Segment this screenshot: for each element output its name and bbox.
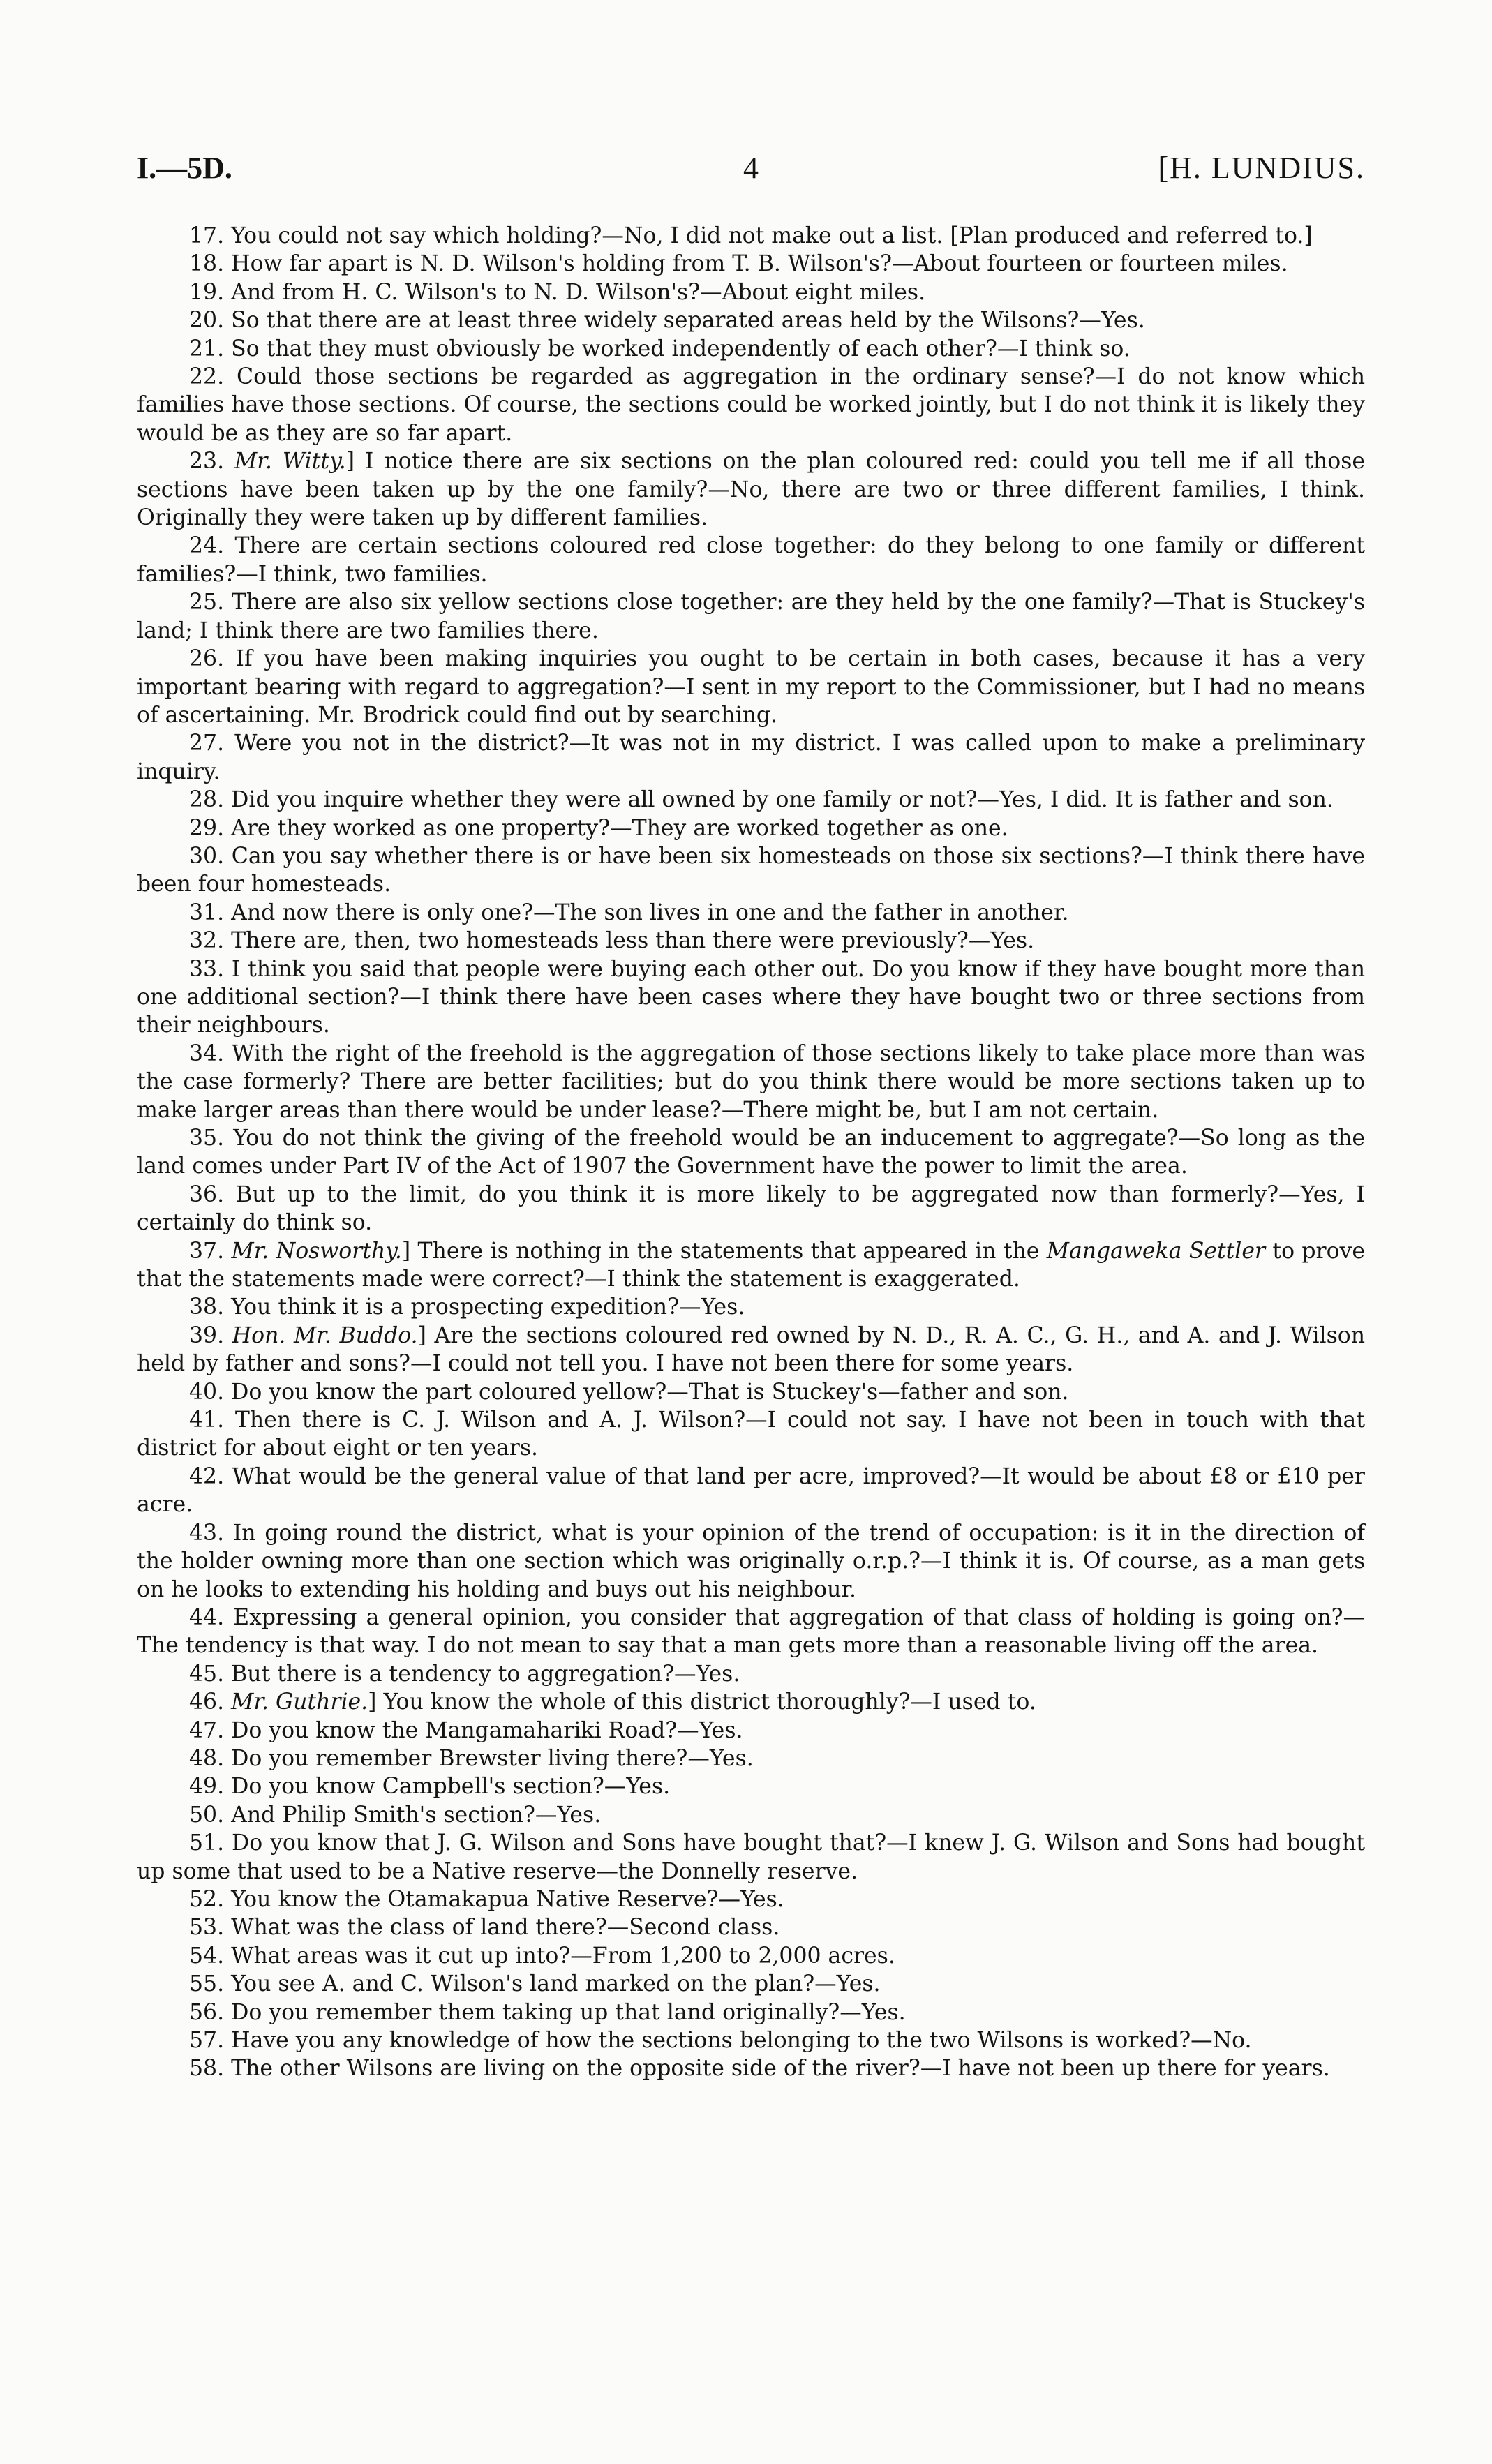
- paragraph-48: 48. Do you remember Brewster living there?—Yes.: [189, 1745, 754, 1771]
- paragraph-41: 41. Then there is C. J. Wilson and A. J. Wilson?—I could not say. I have not been in touch with that district for about eight or ten years.: [137, 1408, 1365, 1461]
- speaker-name: Mr. Nosworthy.: [231, 1238, 402, 1264]
- document-reference: I.—5D.: [137, 151, 232, 185]
- paragraph-text: ] There is nothing in the statements that appeared in the: [401, 1238, 1047, 1264]
- paragraph-38: 38. You think it is a prospecting expedition?—Yes.: [189, 1294, 745, 1320]
- publication-name: Mangaweka Settler: [1046, 1238, 1266, 1264]
- paragraph-45: 45. But there is a tendency to aggregation?—Yes.: [189, 1661, 740, 1687]
- paragraph-57: 57. Have you any knowledge of how the sections belonging to the two Wilsons is worked?—No.: [189, 2028, 1252, 2053]
- paragraph-26: 26. If you have been making inquiries you ought to be certain in both cases, because it has a very important bearing with regard to aggregation?—I sent in my report to the Commissioner, but I had no means of ascertaining. Mr. Brodrick could find out by searching.: [137, 646, 1365, 728]
- paragraph-54: 54. What areas was it cut up into?—From 1,200 to 2,000 acres.: [189, 1943, 895, 1969]
- paragraph-47: 47. Do you know the Mangamahariki Road?—Yes.: [189, 1717, 743, 1743]
- paragraph-number: 23.: [189, 449, 235, 475]
- paragraph-34: 34. With the right of the freehold is the aggregation of those sections likely to take place more than was the case formerly? There are better facilities; but do you think there would be more sections taken up to make larger areas than there would be under lease?—There might be, but I am not certain.: [137, 1040, 1365, 1123]
- speaker-name: Mr. Witty.: [234, 449, 346, 475]
- paragraph-40: 40. Do you know the part coloured yellow?—That is Stuckey's—father and son.: [189, 1379, 1069, 1405]
- paragraph-33: 33. I think you said that people were buying each other out. Do you know if they have bought more than one additional section?—I think there have been cases where they have bought two or three sections from their neighbours.: [137, 956, 1365, 1038]
- paragraph-number: 37.: [189, 1238, 232, 1264]
- paragraph-35: 35. You do not think the giving of the freehold would be an inducement to aggregate?—So long as the land comes under Part IV of the Act of 1907 the Government have the power to limit the area.: [137, 1126, 1365, 1179]
- paragraph-text: ] I notice there are six sections on the plan coloured red: could you tell me if all those sections have been taken up by the one family?—No, there are two or three different families, I think. Originally they were taken up by different families.: [137, 449, 1366, 531]
- paragraph-30: 30. Can you say whether there is or have been six homesteads on those six sections?—I think there have been four homesteads.: [137, 843, 1365, 897]
- paragraph-42: 42. What would be the general value of that land per acre, improved?—It would be about £8 or £10 per acre.: [137, 1463, 1365, 1518]
- paragraph-24: 24. There are certain sections coloured red close together: do they belong to one family or different families?—I think, two families.: [137, 533, 1365, 587]
- paragraph-37: [137, 1237, 1365, 1294]
- paragraph-28: 28. Did you inquire whether they were all owned by one family or not?—Yes, I did. It is father and son.: [189, 787, 1334, 813]
- paragraph-23: [137, 447, 1365, 532]
- paragraph-25: 25. There are also six yellow sections close together: are they held by the one family?—That is Stuckey's land; I think there are two families there.: [137, 590, 1365, 643]
- paragraph-36: 36. But up to the limit, do you think it is more likely to be aggregated now than formerly?—Yes, I certainly do think so.: [137, 1181, 1365, 1236]
- paragraph-text: ] You know the whole of this district thoroughly?—I used to.: [368, 1689, 1036, 1715]
- speaker-name: Hon. Mr. Buddo.: [232, 1322, 418, 1348]
- paragraph-29: 29. Are they worked as one property?—They are worked together as one.: [189, 815, 1008, 841]
- paragraph-49: 49. Do you know Campbell's section?—Yes.: [189, 1774, 671, 1800]
- paragraph-text: to prove that the statements made were correct?—I think the statement is exaggerated.: [137, 1238, 1365, 1292]
- page-header: [137, 150, 1365, 192]
- paragraph-17: 17. You could not say which holding?—No, I did not make out a list. [Plan produced and referred to.]: [189, 223, 1313, 248]
- paragraph-22: 22. Could those sections be regarded as aggregation in the ordinary sense?—I do not know which families have those sections. Of course, the sections could be worked jointly, but I do not think it is likely they would be as they are so far apart.: [137, 364, 1365, 446]
- paragraph-number: 46.: [189, 1689, 232, 1715]
- witness-name: [H. LUNDIUS.: [1158, 151, 1365, 185]
- paragraph-50: 50. And Philip Smith's section?—Yes.: [189, 1802, 602, 1828]
- paragraph-18: 18. How far apart is N. D. Wilson's holding from T. B. Wilson's?—About fourteen or fourteen miles.: [189, 251, 1288, 277]
- paragraph-58: 58. The other Wilsons are living on the opposite side of the river?—I have not been up there for years.: [189, 2056, 1330, 2082]
- paragraph-text: ] Are the sections coloured red owned by N. D., R. A. C., G. H., and A. and J. Wilson held by father and sons?—I could not tell you. I have not been there for some years.: [137, 1322, 1365, 1377]
- paragraph-21: 21. So that they must obviously be worked independently of each other?—I think so.: [189, 336, 1131, 361]
- paragraph-46: [137, 1688, 1365, 1716]
- paragraph-27: 27. Were you not in the district?—It was not in my district. I was called upon to make a preliminary inquiry.: [137, 731, 1365, 784]
- paragraph-19: 19. And from H. C. Wilson's to N. D. Wilson's?—About eight miles.: [189, 279, 926, 305]
- paragraph-number: 39.: [189, 1322, 232, 1348]
- paragraph-39: [137, 1322, 1365, 1378]
- paragraph-43: 43. In going round the district, what is your opinion of the trend of occupation: is it in the direction of the holder owning more than one section which was originally o.r.p.?—I think it is. Of course, as a man gets on he looks to extending his holding and buys out his neighbour.: [137, 1520, 1365, 1602]
- transcript-body: [137, 222, 1365, 2083]
- paragraph-32: 32. There are, then, two homesteads less than there were previously?—Yes.: [189, 928, 1035, 954]
- paragraph-51: 51. Do you know that J. G. Wilson and Sons have bought that?—I knew J. G. Wilson and Sons had bought up some that used to be a Native reserve—the Donnelly reserve.: [137, 1830, 1365, 1884]
- paragraph-55: 55. You see A. and C. Wilson's land marked on the plan?—Yes.: [189, 1971, 881, 1997]
- speaker-name: Mr. Guthrie.: [231, 1689, 368, 1715]
- paragraph-44: 44. Expressing a general opinion, you consider that aggregation of that class of holding is going on?—The tendency is that way. I do not mean to say that a man gets more than a reasonable living off the area.: [137, 1604, 1365, 1659]
- page-number: 4: [743, 151, 759, 185]
- paragraph-53: 53. What was the class of land there?—Second class.: [189, 1915, 780, 1941]
- paragraph-31: 31. And now there is only one?—The son lives in one and the father in another.: [189, 899, 1069, 925]
- paragraph-20: 20. So that there are at least three widely separated areas held by the Wilsons?—Yes.: [189, 308, 1145, 334]
- paragraph-56: 56. Do you remember them taking up that land originally?—Yes.: [189, 1999, 906, 2025]
- paragraph-52: 52. You know the Otamakapua Native Reserve?—Yes.: [189, 1886, 784, 1912]
